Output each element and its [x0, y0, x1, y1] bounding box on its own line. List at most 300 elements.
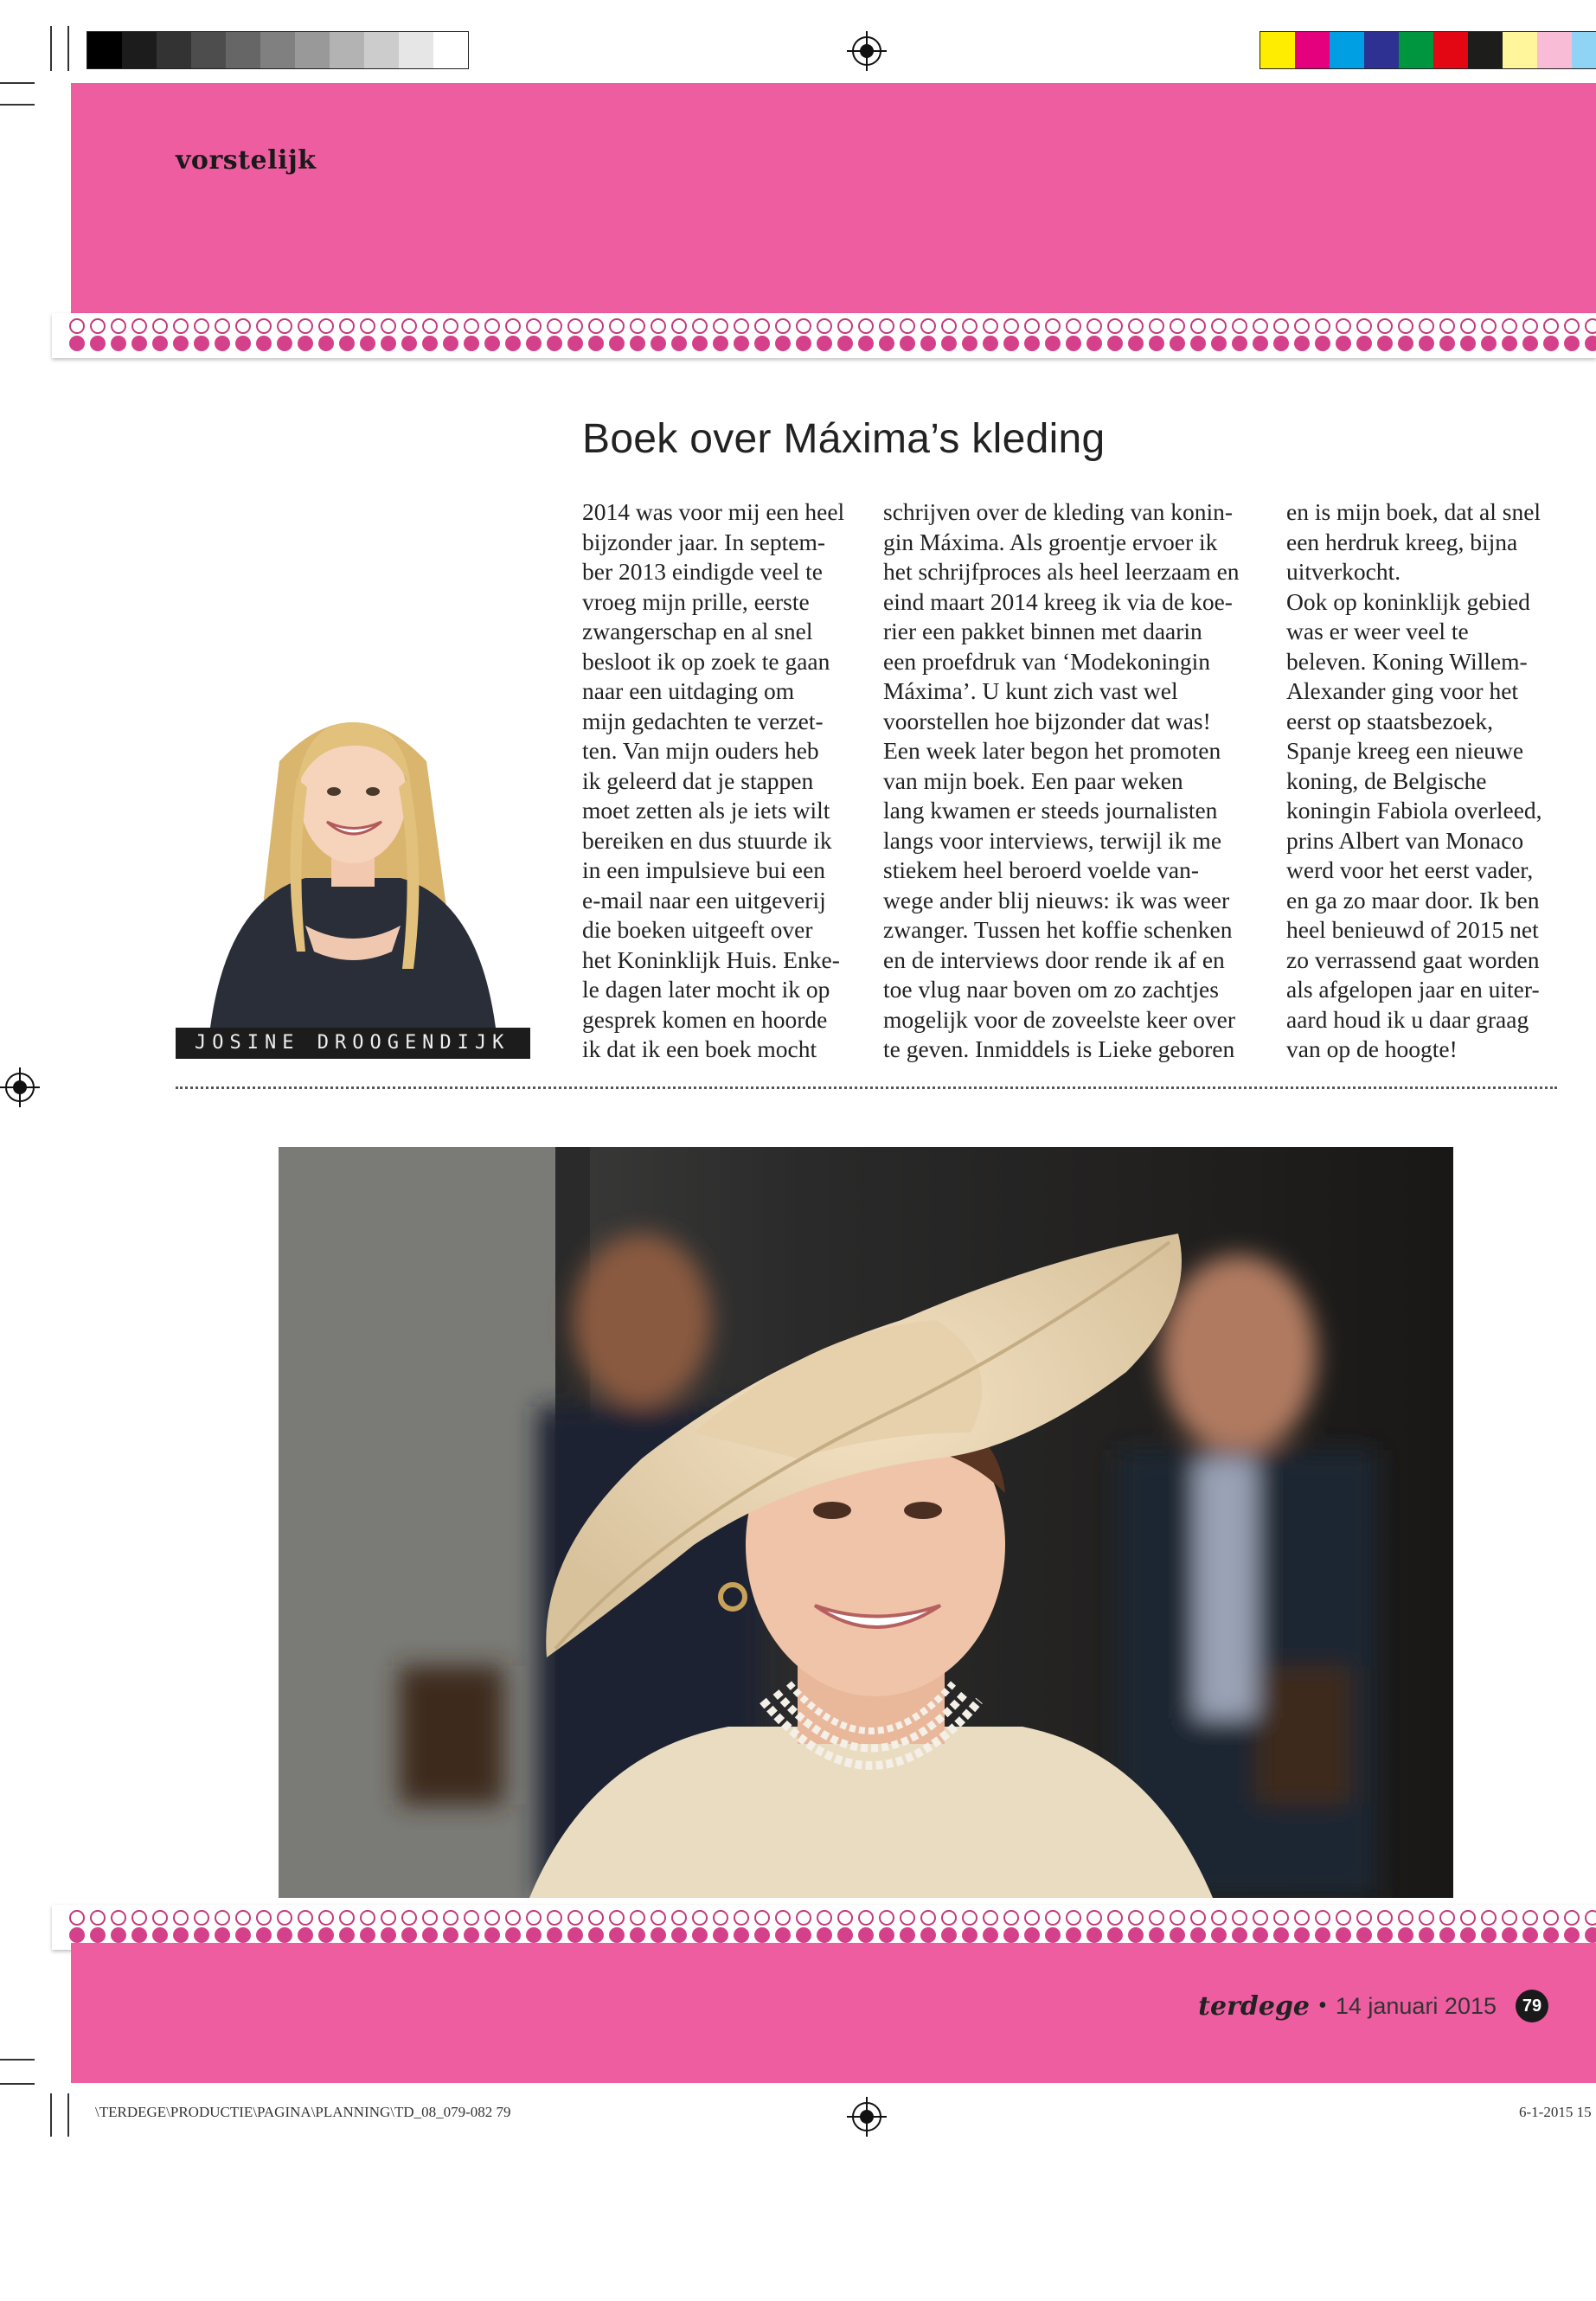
decorative-dot — [526, 1910, 542, 1926]
decorative-dot — [1502, 318, 1517, 334]
color-swatch — [1572, 32, 1596, 68]
decorative-dot — [1149, 318, 1164, 334]
decorative-dot — [837, 318, 853, 334]
decorative-dot — [464, 1927, 479, 1943]
crop-mark — [50, 26, 52, 71]
decorative-dot — [1170, 1927, 1185, 1943]
decorative-dot — [588, 1910, 604, 1926]
decorative-dot — [1128, 1910, 1144, 1926]
article-title: Boek over Máxima’s kleding — [582, 416, 1106, 462]
decorative-dot — [692, 318, 708, 334]
decorative-dot — [443, 318, 458, 334]
decorative-dot — [1564, 336, 1580, 351]
decorative-dot — [713, 318, 728, 334]
decorative-dot — [1315, 1910, 1330, 1926]
decorative-dot — [1294, 1910, 1310, 1926]
decorative-dot — [1273, 1910, 1289, 1926]
decorative-dot — [318, 1927, 334, 1943]
decorative-dot — [1481, 318, 1497, 334]
decorative-dot — [360, 1910, 375, 1926]
decorative-dot — [215, 336, 230, 351]
decorative-dot — [734, 318, 749, 334]
decorative-dot — [1066, 336, 1081, 351]
decorative-dot — [1045, 1927, 1061, 1943]
decorative-dot — [1149, 336, 1164, 351]
decorative-dot — [900, 1927, 915, 1943]
decorative-dot — [900, 318, 915, 334]
decorative-dot — [526, 318, 542, 334]
decorative-dot — [796, 1927, 811, 1943]
decorative-dot — [1564, 1927, 1580, 1943]
decorative-dot — [837, 1910, 853, 1926]
decorative-dot — [983, 318, 998, 334]
author-portrait — [176, 692, 530, 1028]
gray-swatch — [87, 32, 122, 68]
decorative-dot — [1086, 1910, 1102, 1926]
crop-mark — [0, 104, 35, 106]
decorative-dot — [215, 1910, 230, 1926]
decorative-dot — [401, 1910, 417, 1926]
decorative-dot — [567, 1910, 583, 1926]
decorative-dot — [796, 336, 811, 351]
decorative-dot — [1460, 1910, 1476, 1926]
file-slug: \TERDEGE\PRODUCTIE\PAGINA\PLANNING\TD_08_079-082 79 — [95, 2104, 511, 2120]
gray-swatch — [226, 32, 260, 68]
decorative-dot — [1522, 1927, 1538, 1943]
decorative-dot — [422, 1927, 438, 1943]
article-column-3: en is mijn boek, dat al snel een herdruk kreeg, bijna uitverkocht. Ook op koninklijk gebied was er weer veel te beleven. Koning Willem- Alexander ging voor het eerst op staatsbezoek, Spanje kreeg een nieuwe koning, de Belgische koningin Fabiola overleed, prins Albert van Monaco werd voor het eerst vader, en ga zo maar door. Ik ben heel benieuwd of 2015 net zo verrassend gaat worden als afgelopen jaar en uiter- aard houd ik u daar graag van op de hoogte! — [1286, 498, 1542, 1062]
crop-mark — [0, 82, 35, 84]
decorative-dot — [298, 1910, 313, 1926]
decorative-dot — [1356, 1927, 1372, 1943]
decorative-dot — [484, 318, 500, 334]
decorative-dot — [215, 318, 230, 334]
decorative-dot — [1128, 1927, 1144, 1943]
decorative-dot — [1564, 318, 1580, 334]
decorative-dot — [920, 318, 936, 334]
decorative-dot — [298, 336, 313, 351]
decorative-dot — [526, 336, 542, 351]
decorative-dot — [1522, 336, 1538, 351]
decorative-dot — [1398, 336, 1413, 351]
decorative-dot — [775, 318, 791, 334]
color-swatch — [1364, 32, 1399, 68]
decorative-dot — [1003, 1927, 1019, 1943]
decorative-dot — [235, 336, 251, 351]
color-swatch — [1537, 32, 1572, 68]
decorative-dot — [900, 336, 915, 351]
decorative-dot — [401, 318, 417, 334]
decorative-dot — [754, 336, 770, 351]
decorative-dot — [505, 1910, 521, 1926]
decorative-dot — [630, 336, 645, 351]
decorative-dot — [464, 318, 479, 334]
decorative-dot — [1211, 1927, 1227, 1943]
decorative-dot — [505, 318, 521, 334]
decorative-dot — [1315, 1927, 1330, 1943]
decorative-dot — [734, 336, 749, 351]
footer-separator: • — [1318, 1992, 1327, 2019]
decorative-dot — [1128, 318, 1144, 334]
decorative-dot — [941, 336, 957, 351]
decorative-dot — [235, 318, 251, 334]
decorative-dot — [484, 1910, 500, 1926]
decorative-dot — [1190, 318, 1206, 334]
decorative-dot — [983, 1927, 998, 1943]
decorative-dot — [1066, 1927, 1081, 1943]
decorative-dot — [1211, 336, 1227, 351]
decorative-dot — [318, 318, 334, 334]
decorative-dot — [858, 1910, 874, 1926]
decorative-dot — [962, 1910, 977, 1926]
decorative-dot — [920, 1910, 936, 1926]
decorative-dot — [1170, 336, 1185, 351]
page-number: 79 — [1516, 1990, 1548, 2022]
decorative-dot — [1502, 1927, 1517, 1943]
color-swatch — [1468, 32, 1503, 68]
gray-swatch — [364, 32, 399, 68]
decorative-dot — [1107, 336, 1123, 351]
decorative-dot — [1585, 1927, 1596, 1943]
decorative-dot — [152, 336, 168, 351]
gray-swatch — [399, 32, 433, 68]
decorative-dot — [879, 1910, 894, 1926]
decorative-dot — [1045, 1910, 1061, 1926]
magazine-brand: terdege — [1198, 1990, 1311, 2022]
decorative-dot — [131, 1927, 147, 1943]
decorative-dot — [1377, 1910, 1393, 1926]
decorative-dot — [1543, 1910, 1559, 1926]
decorative-dot — [90, 318, 106, 334]
decorative-dot — [609, 336, 625, 351]
decorative-dot — [1377, 1927, 1393, 1943]
crop-mark — [67, 2093, 69, 2137]
decorative-dot — [152, 318, 168, 334]
decorative-dot — [1211, 318, 1227, 334]
decorative-dot — [1232, 336, 1247, 351]
decorative-dot — [1419, 1910, 1434, 1926]
decorative-dot — [1543, 336, 1559, 351]
gray-swatch — [260, 32, 295, 68]
portrait-caption: JOSINE DROOGENDIJK — [176, 1028, 530, 1059]
decorative-dot — [277, 1927, 292, 1943]
color-swatch — [1503, 32, 1537, 68]
decorative-dot — [1356, 336, 1372, 351]
decorative-dot — [401, 1927, 417, 1943]
decorative-dot — [547, 1910, 562, 1926]
decorative-dot — [1107, 1927, 1123, 1943]
decorative-dot — [1419, 1927, 1434, 1943]
color-swatch — [1260, 32, 1295, 68]
decorative-dot — [1481, 336, 1497, 351]
decorative-dot — [609, 318, 625, 334]
decorative-dot — [1253, 336, 1268, 351]
decorative-dot — [484, 1927, 500, 1943]
decorative-dot — [1232, 1927, 1247, 1943]
decorative-dot — [1543, 1927, 1559, 1943]
decorative-dot — [1253, 318, 1268, 334]
decorative-dot — [1273, 1927, 1289, 1943]
decorative-dot — [671, 1927, 687, 1943]
decorative-dot — [1086, 1927, 1102, 1943]
decorative-dot — [69, 1910, 85, 1926]
decorative-dot — [131, 1910, 147, 1926]
color-swatch — [1295, 32, 1330, 68]
decorative-dot — [1336, 1910, 1351, 1926]
color-swatch — [1330, 32, 1364, 68]
decorative-dot — [360, 1927, 375, 1943]
decorative-dot — [1066, 318, 1081, 334]
gray-color-bar — [87, 31, 469, 69]
decorative-dot — [1024, 318, 1040, 334]
decorative-dot — [1481, 1910, 1497, 1926]
dotted-paper-strip — [52, 313, 1596, 358]
decorative-dot — [69, 318, 85, 334]
decorative-dot — [1294, 318, 1310, 334]
decorative-dot — [1294, 1927, 1310, 1943]
decorative-dot — [381, 1927, 396, 1943]
decorative-dot — [609, 1910, 625, 1926]
decorative-dot — [173, 318, 189, 334]
decorative-dot — [1003, 336, 1019, 351]
decorative-dot — [692, 1910, 708, 1926]
decorative-dot — [360, 318, 375, 334]
decorative-dot — [858, 336, 874, 351]
decorative-dot — [90, 1927, 106, 1943]
decorative-dot — [671, 1910, 687, 1926]
decorative-dot — [1419, 336, 1434, 351]
decorative-dot — [567, 336, 583, 351]
decorative-dot — [1149, 1927, 1164, 1943]
decorative-dot — [1003, 1910, 1019, 1926]
decorative-dot — [1190, 336, 1206, 351]
decorative-dot — [1190, 1927, 1206, 1943]
decorative-dot — [464, 1910, 479, 1926]
decorative-dot — [298, 1927, 313, 1943]
decorative-dot — [879, 1927, 894, 1943]
decorative-dot — [567, 318, 583, 334]
crop-mark — [50, 2093, 52, 2137]
decorative-dot — [235, 1927, 251, 1943]
article-photo — [279, 1147, 1453, 1898]
decorative-dot — [651, 336, 666, 351]
decorative-dot — [671, 336, 687, 351]
decorative-dot — [1356, 1910, 1372, 1926]
decorative-dot — [194, 318, 209, 334]
decorative-dot — [713, 1910, 728, 1926]
decorative-dot — [1460, 318, 1476, 334]
decorative-dot — [1024, 336, 1040, 351]
decorative-dot — [920, 1927, 936, 1943]
decorative-dot — [588, 1927, 604, 1943]
decorative-dot — [111, 336, 126, 351]
decorative-dot — [900, 1910, 915, 1926]
decorative-dot — [69, 336, 85, 351]
gray-swatch — [191, 32, 226, 68]
decorative-dot — [1585, 1910, 1596, 1926]
decorative-dot — [1253, 1927, 1268, 1943]
decorative-dot — [1377, 336, 1393, 351]
color-swatch — [1399, 32, 1433, 68]
decorative-dot — [1522, 318, 1538, 334]
decorative-dot — [381, 318, 396, 334]
decorative-dot — [422, 1910, 438, 1926]
decorative-dot — [1045, 318, 1061, 334]
decorative-dot — [609, 1927, 625, 1943]
article-column-2: schrijven over de kleding van konin- gin Máxima. Als groentje ervoer ik het schrijfproces als heel leerzaam en eind maart 2014 kreeg ik via de koe- rier een pakket binnen met daarin een proefdruk van ‘Modekoningin Máxima’. U kunt zich vast wel voorstellen hoe bijzonder dat was! Een week later begon het promoten van mijn boek. Een paar weken lang kwamen er steeds journalisten langs voor interviews, terwijl ik me stiekem heel beroerd voelde van- wege ander blij nieuws: ik was weer zwanger. Tussen het koffie schenken en de interviews door rende ik af en toe vlug naar boven om zo zachtjes mogelijk voor de zoveelste keer over te geven. Inmiddels is Lieke geboren — [883, 498, 1240, 1062]
color-swatch — [1433, 32, 1468, 68]
decorative-dot — [1439, 1927, 1455, 1943]
decorative-dot — [1522, 1910, 1538, 1926]
decorative-dot — [277, 318, 292, 334]
decorative-dot — [360, 336, 375, 351]
gray-swatch — [157, 32, 191, 68]
decorative-dot — [630, 1910, 645, 1926]
page-footer — [1198, 1990, 1548, 2022]
decorative-dot — [1481, 1927, 1497, 1943]
decorative-dot — [1439, 1910, 1455, 1926]
slug-date: 6-1-2015 15 — [1519, 2104, 1592, 2120]
decorative-dot — [152, 1910, 168, 1926]
decorative-dot — [111, 1910, 126, 1926]
decorative-dot — [194, 1927, 209, 1943]
decorative-dot — [941, 318, 957, 334]
decorative-dot — [1585, 318, 1596, 334]
decorative-dot — [401, 336, 417, 351]
gray-swatch — [433, 32, 468, 68]
decorative-dot — [837, 336, 853, 351]
decorative-dot — [1024, 1910, 1040, 1926]
decorative-dot — [1294, 336, 1310, 351]
decorative-dot — [754, 1927, 770, 1943]
decorative-dot — [443, 1910, 458, 1926]
header-band — [71, 83, 1596, 330]
decorative-dot — [339, 1927, 355, 1943]
decorative-dot — [1398, 318, 1413, 334]
decorative-dot — [173, 1927, 189, 1943]
decorative-dot — [152, 1927, 168, 1943]
decorative-dot — [443, 336, 458, 351]
decorative-dot — [651, 1927, 666, 1943]
process-color-bar — [1259, 31, 1596, 69]
decorative-dot — [1128, 336, 1144, 351]
decorative-dot — [547, 318, 562, 334]
decorative-dot — [1170, 1910, 1185, 1926]
decorative-dot — [962, 1927, 977, 1943]
decorative-dot — [256, 1910, 272, 1926]
decorative-dot — [941, 1910, 957, 1926]
decorative-dot — [588, 336, 604, 351]
decorative-dot — [1066, 1910, 1081, 1926]
decorative-dot — [692, 1927, 708, 1943]
decorative-dot — [318, 1910, 334, 1926]
decorative-dot — [879, 336, 894, 351]
decorative-dot — [256, 318, 272, 334]
decorative-dot — [277, 336, 292, 351]
decorative-dot — [1336, 1927, 1351, 1943]
decorative-dot — [983, 1910, 998, 1926]
decorative-dot — [962, 336, 977, 351]
registration-mark-icon — [5, 1073, 35, 1102]
gray-swatch — [330, 32, 364, 68]
decorative-dot — [775, 336, 791, 351]
decorative-dot — [1502, 336, 1517, 351]
decorative-dot — [194, 336, 209, 351]
decorative-dot — [1045, 336, 1061, 351]
decorative-dot — [1336, 318, 1351, 334]
decorative-dot — [858, 1927, 874, 1943]
decorative-dot — [1273, 336, 1289, 351]
decorative-dot — [1398, 1910, 1413, 1926]
decorative-dot — [443, 1927, 458, 1943]
decorative-dot — [754, 1910, 770, 1926]
decorative-dot — [277, 1910, 292, 1926]
decorative-dot — [651, 1910, 666, 1926]
decorative-dot — [1439, 336, 1455, 351]
decorative-dot — [505, 336, 521, 351]
decorative-dot — [692, 336, 708, 351]
decorative-dot — [1273, 318, 1289, 334]
decorative-dot — [1377, 318, 1393, 334]
decorative-dot — [671, 318, 687, 334]
crop-mark — [0, 2059, 35, 2061]
decorative-dot — [817, 1910, 832, 1926]
registration-mark-icon — [852, 36, 881, 66]
decorative-dot — [588, 318, 604, 334]
decorative-dot — [651, 318, 666, 334]
decorative-dot — [194, 1910, 209, 1926]
decorative-dot — [796, 1910, 811, 1926]
decorative-dot — [1211, 1910, 1227, 1926]
decorative-dot — [1024, 1927, 1040, 1943]
decorative-dot — [754, 318, 770, 334]
decorative-dot — [1086, 318, 1102, 334]
dotted-divider — [176, 1086, 1557, 1089]
decorative-dot — [1232, 1910, 1247, 1926]
decorative-dot — [1232, 318, 1247, 334]
decorative-dot — [796, 318, 811, 334]
decorative-dot — [858, 318, 874, 334]
article-column-1: 2014 was voor mij een heel bijzonder jaar. In septem- ber 2013 eindigde veel te vroeg mijn prille, eerste zwangerschap en al snel besloot ik op zoek te gaan naar een uitdaging om mijn gedachten te verzet- ten. Van mijn ouders heb ik geleerd dat je stappen moet zetten als je iets wilt bereiken en dus stuurde ik in een impulsieve bui een e-mail naar een uitgeverij die boeken uitgeeft over het Koninklijk Huis. Enke- le dagen later mocht ik op gesprek komen en hoorde ik dat ik een boek mocht — [582, 498, 845, 1062]
decorative-dot — [1336, 336, 1351, 351]
decorative-dot — [111, 318, 126, 334]
decorative-dot — [775, 1927, 791, 1943]
decorative-dot — [734, 1927, 749, 1943]
decorative-dot — [962, 318, 977, 334]
gray-swatch — [122, 32, 157, 68]
decorative-dot — [920, 336, 936, 351]
decorative-dot — [1107, 318, 1123, 334]
decorative-dot — [1585, 336, 1596, 351]
decorative-dot — [90, 336, 106, 351]
decorative-dot — [775, 1910, 791, 1926]
decorative-dot — [547, 336, 562, 351]
decorative-dot — [1170, 318, 1185, 334]
decorative-dot — [256, 1927, 272, 1943]
decorative-dot — [983, 336, 998, 351]
decorative-dot — [69, 1927, 85, 1943]
decorative-dot — [817, 336, 832, 351]
decorative-dot — [817, 1927, 832, 1943]
decorative-dot — [1190, 1910, 1206, 1926]
decorative-dot — [173, 336, 189, 351]
decorative-dot — [941, 1927, 957, 1943]
decorative-dot — [505, 1927, 521, 1943]
decorative-dot — [526, 1927, 542, 1943]
decorative-dot — [90, 1910, 106, 1926]
decorative-dot — [339, 1910, 355, 1926]
decorative-dot — [215, 1927, 230, 1943]
